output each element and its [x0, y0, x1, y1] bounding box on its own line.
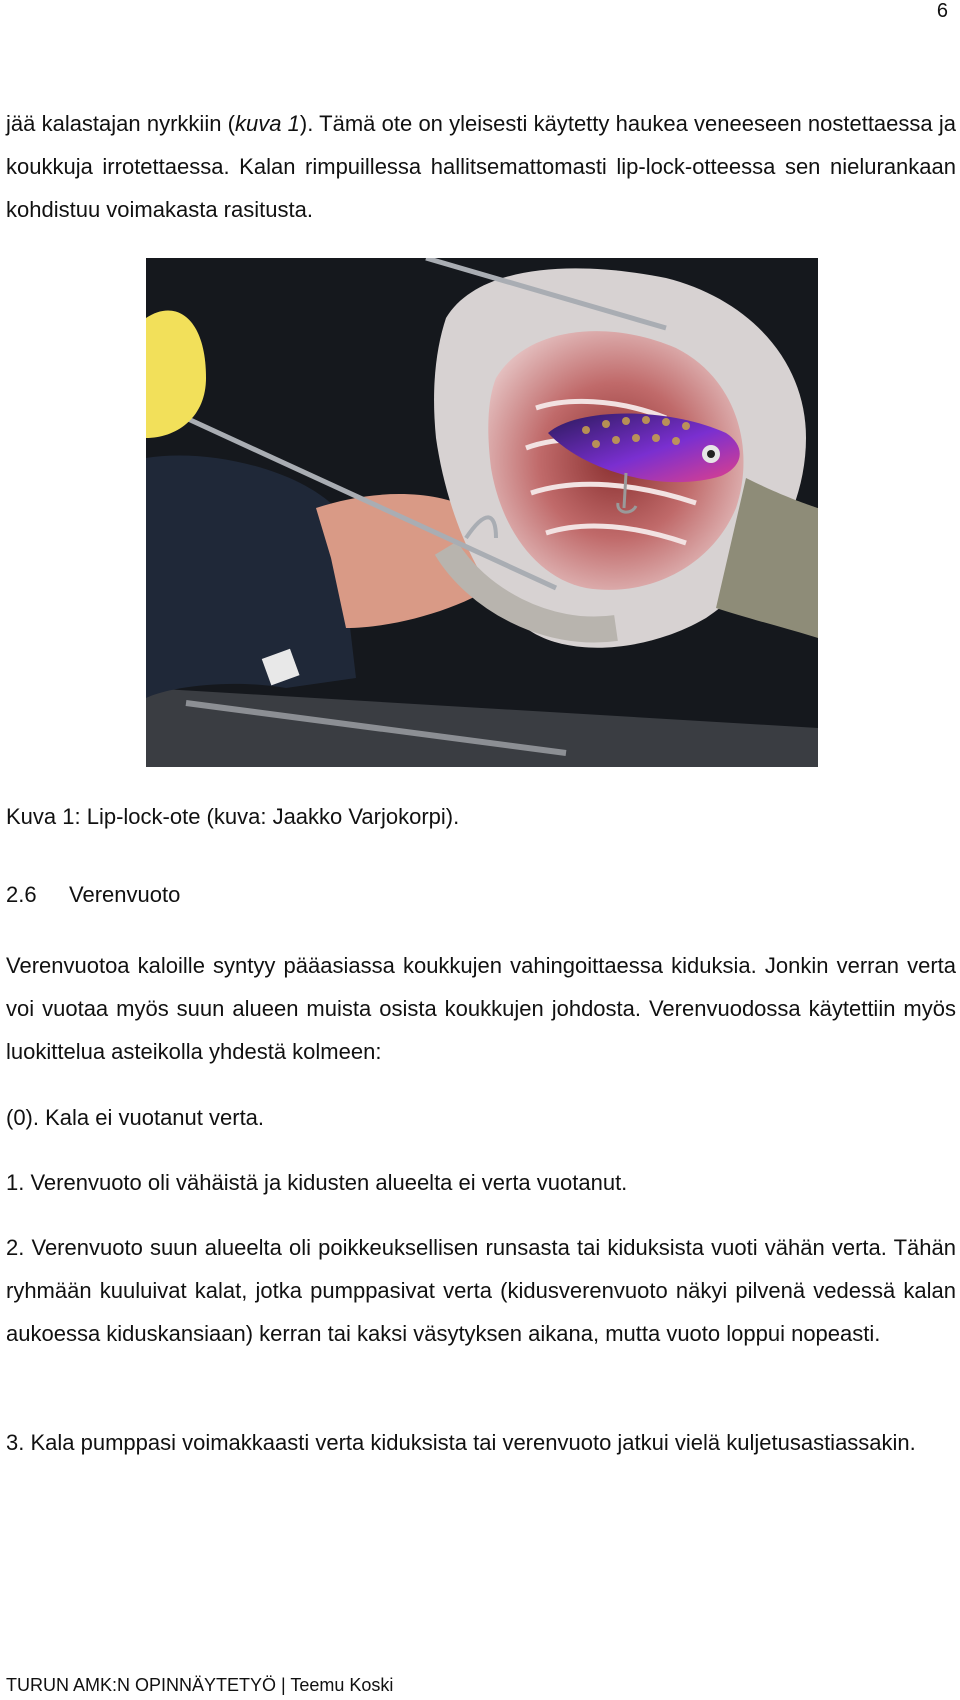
bleeding-paragraph: Verenvuotoa kaloille syntyy pääasiassa koukkujen vahingoittaessa kiduksia. Jonkin verran verta voi vuotaa myös suun alueen muista osista koukkujen johdosta. Verenvuodossa käytettiin myös luokittelua asteikolla yhdestä kolmeen:	[6, 953, 956, 1064]
lip-lock-photo	[146, 258, 818, 767]
intro-text-before: jää kalastajan nyrkkiin (	[6, 111, 235, 136]
intro-text-after: ). Tämä ote on yleisesti käytetty haukea veneeseen nostettaessa ja koukkuja irrotettaessa. Kalan rimpuillessa hallitsemattomasti lip-lock-otteessa sen nielurankaan kohdistuu voimakasta rasitusta.	[6, 111, 956, 222]
scale-item-0: (0). Kala ei vuotanut verta.	[6, 1105, 265, 1130]
scale-item-3: 3. Kala pumppasi voimakkaasti verta kiduksista tai verenvuoto jatkui vielä kuljetusastiassakin.	[6, 1430, 916, 1455]
scale-item-1: 1. Verenvuoto oli vähäistä ja kidusten alueelta ei verta vuotanut.	[6, 1170, 628, 1195]
scale-item-2: 2. Verenvuoto suun alueelta oli poikkeuksellisen runsasta tai kiduksista vuoti vähän verta. Tähän ryhmään kuuluivat kalat, jotka pumppasivat verta (kidusverenvuoto näkyi pilvenä vedessä kalan aukoessa kiduskansiaan) kerran tai kaksi väsytyksen aikana, mutta vuoto loppui nopeasti.	[6, 1235, 956, 1346]
section-number: 2.6	[6, 882, 37, 907]
section-heading	[6, 878, 180, 912]
figure-caption: Kuva 1: Lip-lock-ote (kuva: Jaakko Varjokorpi).	[6, 804, 460, 829]
page-number: 6	[936, 0, 948, 22]
section-title: Verenvuoto	[69, 882, 181, 907]
intro-paragraph	[6, 102, 956, 231]
figure-reference: kuva 1	[234, 111, 300, 136]
page-footer: TURUN AMK:N OPINNÄYTETYÖ | Teemu Koski	[6, 1675, 394, 1695]
